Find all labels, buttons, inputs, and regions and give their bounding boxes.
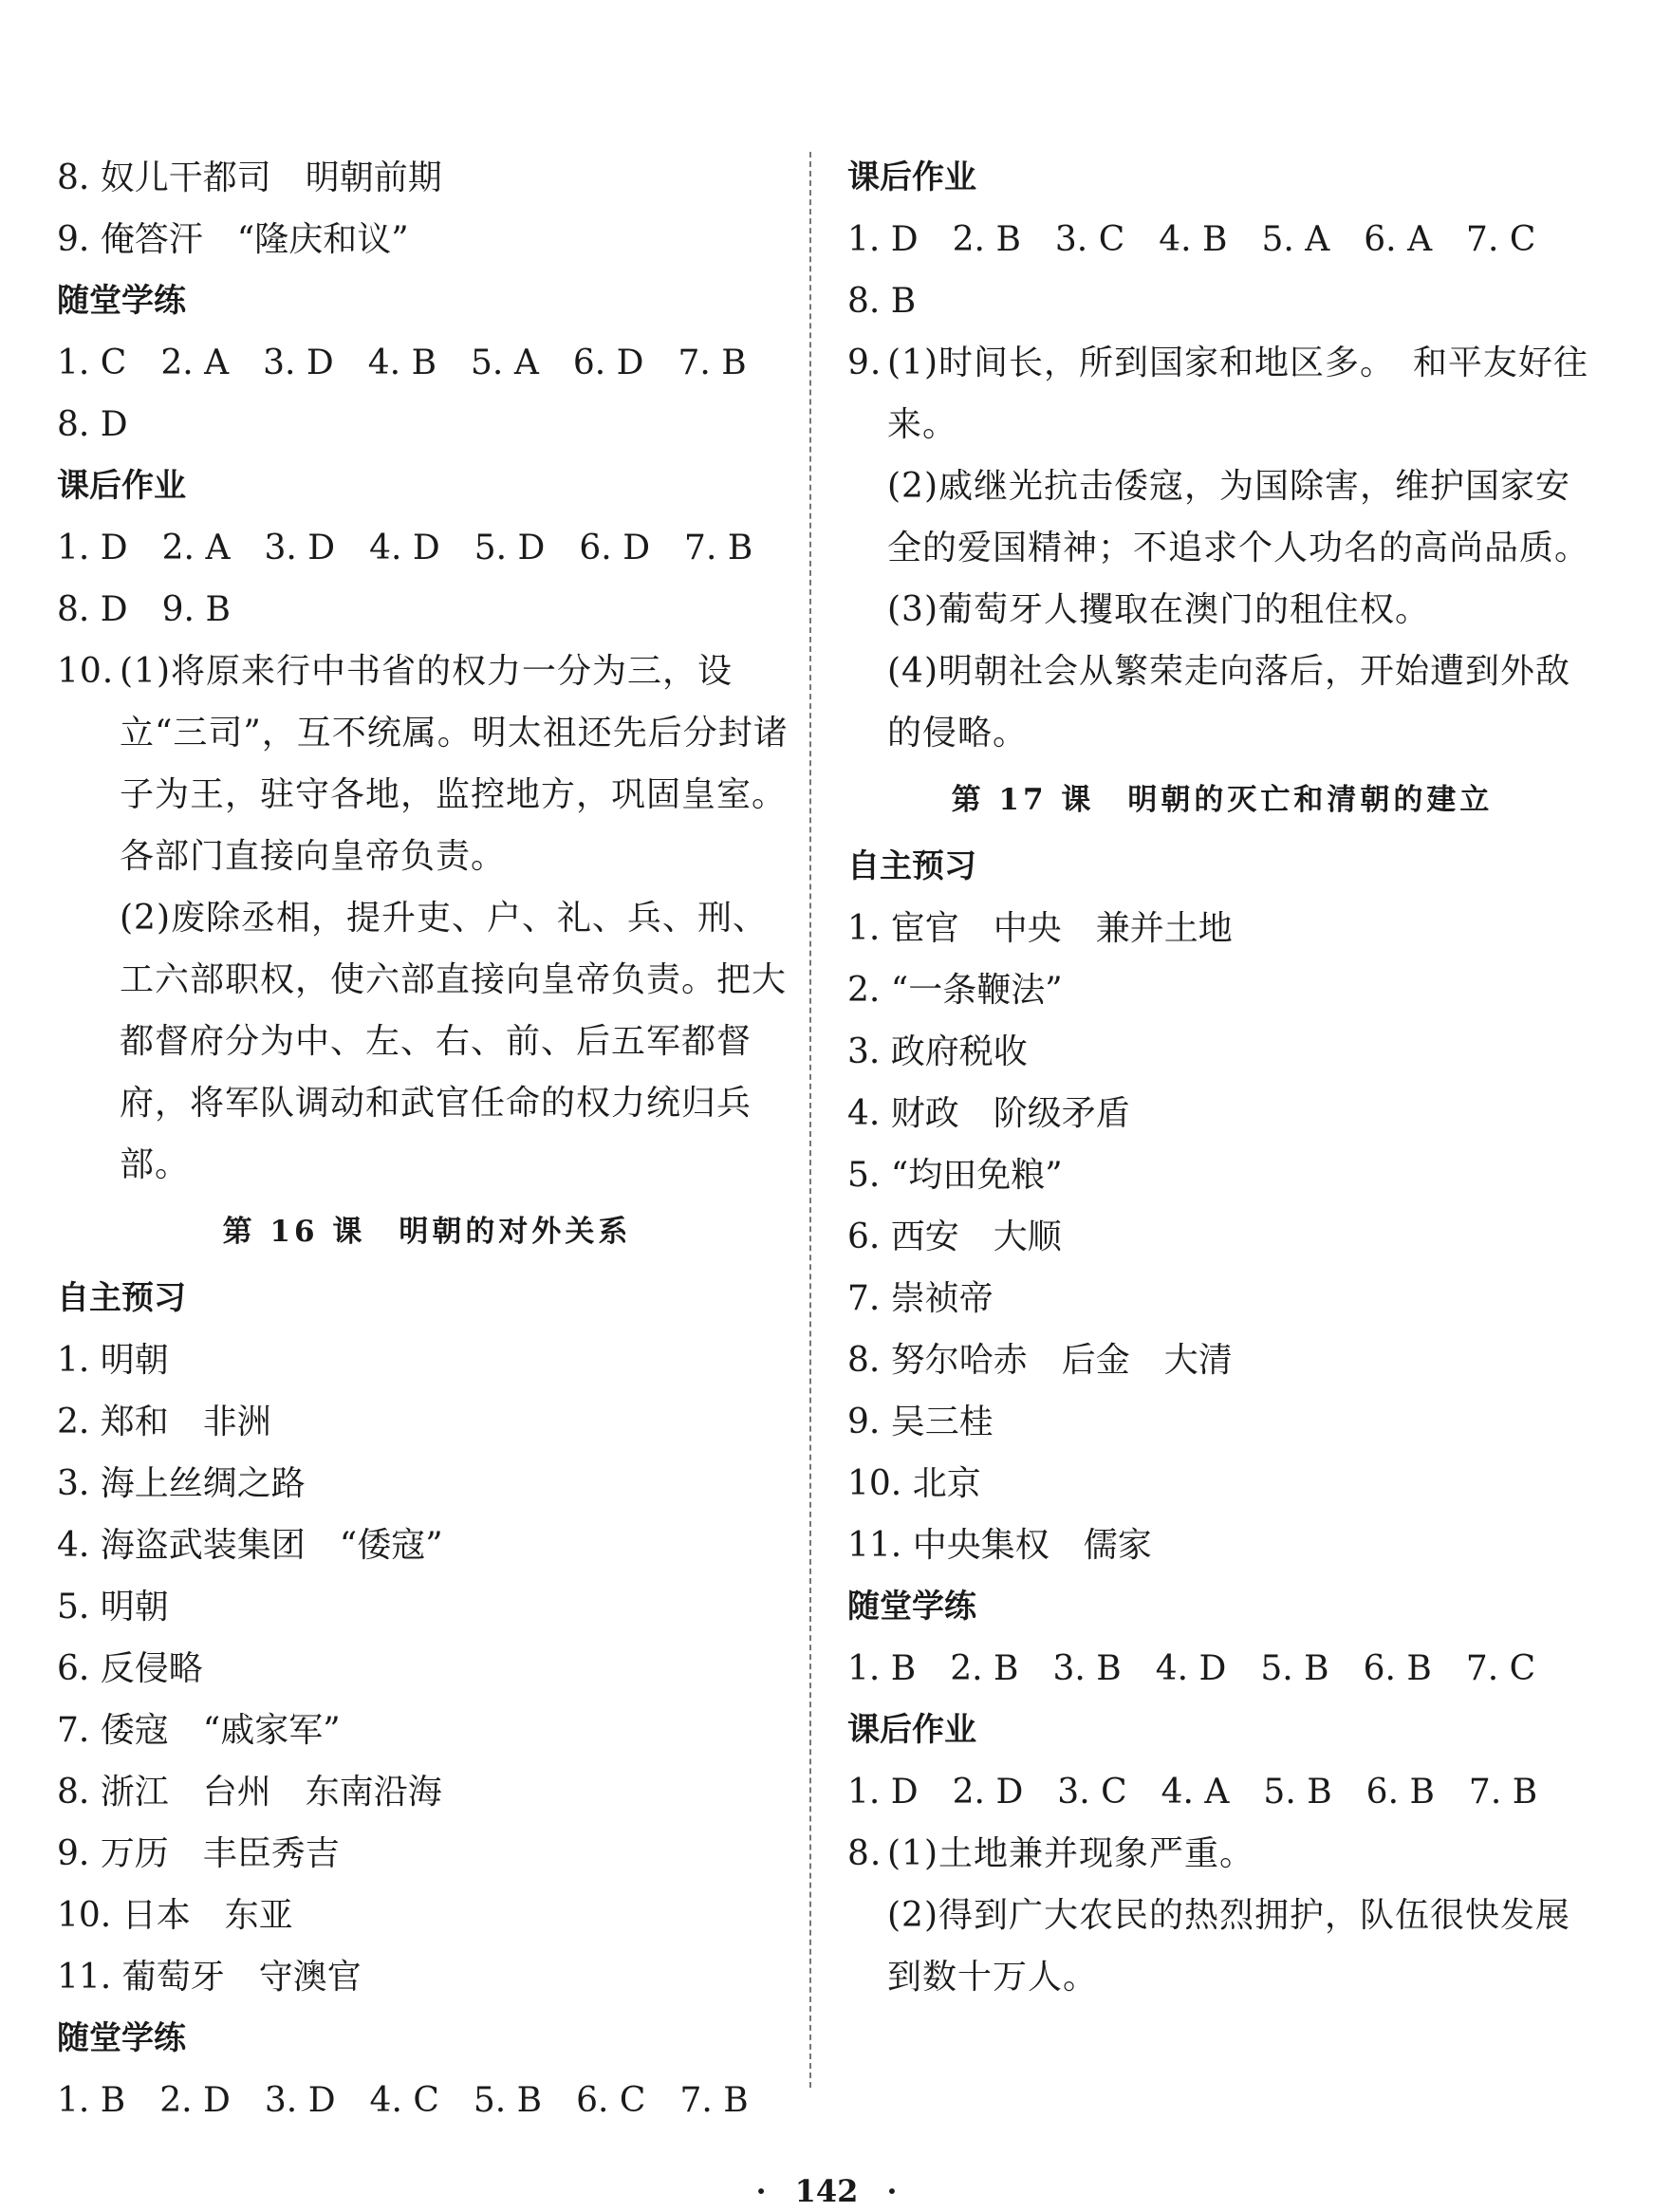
question-number: 9. xyxy=(847,344,882,382)
answer-line: 8. 奴儿干都司 明朝前期 xyxy=(57,158,442,197)
question-10 xyxy=(57,641,797,1196)
section-heading: 课后作业 xyxy=(57,467,186,505)
answer-line: 7. 倭寇 “戚家军” xyxy=(57,1711,341,1750)
answer-line: 8. D 9. B xyxy=(57,590,231,629)
page-number: 142 xyxy=(794,2173,859,2209)
answer-line: 6. 反侵略 xyxy=(57,1649,203,1688)
section-heading: 自主预习 xyxy=(57,1279,186,1317)
section-heading: 课后作业 xyxy=(847,158,976,196)
question-number: 10. xyxy=(57,652,115,691)
section-heading: 随堂学练 xyxy=(847,1588,976,1626)
answer-line: 1. D 2. B 3. C 4. B 5. A 6. A 7. C xyxy=(847,220,1536,259)
answer-line: 2. 郑和 非洲 xyxy=(57,1403,271,1441)
answer-line: 1. B 2. B 3. B 4. D 5. B 6. B 7. C xyxy=(847,1649,1536,1688)
question-8 xyxy=(847,1823,1597,2008)
answer-line: 1. C 2. A 3. D 4. B 5. A 6. D 7. B xyxy=(57,344,747,382)
question-number: 8. xyxy=(847,1834,882,1873)
page-footer xyxy=(0,2173,1653,2209)
answer-line: 5. 明朝 xyxy=(57,1588,169,1626)
section-heading: 课后作业 xyxy=(847,1711,976,1749)
answer-line: 4. 财政 阶级矛盾 xyxy=(847,1094,1130,1133)
answer-paragraph: (1)将原来行中书省的权力一分为三，设立“三司”，互不统属。明太祖还先后分封诸子为王，驻守各地，监控地方，巩固皇室。各部门直接向皇帝负责。 xyxy=(120,652,789,876)
lesson-title: 第 16 课 明朝的对外关系 xyxy=(222,1215,632,1249)
answer-line: 10. 北京 xyxy=(847,1464,981,1503)
answer-paragraph: (1)土地兼并现象严重。 xyxy=(887,1834,1254,1873)
left-column xyxy=(57,147,797,2131)
answer-line: 11. 葡萄牙 守澳官 xyxy=(57,1958,362,1997)
section-heading: 随堂学练 xyxy=(57,2019,186,2057)
answer-paragraph: (2)得到广大农民的热烈拥护，队伍很快发展到数十万人。 xyxy=(887,1896,1570,1997)
answer-paragraph: (2)戚继光抗击倭寇，为国除害，维护国家安全的爱国精神；不追求个人功名的高尚品质。 xyxy=(887,467,1590,567)
right-column xyxy=(847,147,1597,2008)
answer-line: 1. 明朝 xyxy=(57,1341,169,1380)
answer-line: 5. “均田免粮” xyxy=(847,1156,1063,1195)
answer-line: 10. 日本 东亚 xyxy=(57,1896,293,1935)
answer-line: 1. D 2. A 3. D 4. D 5. D 6. D 7. B xyxy=(57,529,753,567)
answer-line: 9. 吴三桂 xyxy=(847,1403,994,1441)
answer-line: 9. 俺答汗 “隆庆和议” xyxy=(57,220,409,259)
bullet-dot: · xyxy=(755,2173,767,2209)
bullet-dot: · xyxy=(886,2173,898,2209)
lesson-title: 第 17 课 明朝的灭亡和清朝的建立 xyxy=(951,783,1494,817)
answer-paragraph: (1)时间长，所到国家和地区多。 和平友好往来。 xyxy=(887,344,1588,444)
answer-line: 1. B 2. D 3. D 4. C 5. B 6. C 7. B xyxy=(57,2081,749,2120)
answer-line: 9. 万历 丰臣秀吉 xyxy=(57,1834,340,1873)
section-heading: 自主预习 xyxy=(847,847,976,885)
answer-line: 8. 努尔哈赤 后金 大清 xyxy=(847,1341,1233,1380)
answer-line: 8. D xyxy=(57,405,128,444)
answer-paragraph: (4)明朝社会从繁荣走向落后，开始遭到外敌的侵略。 xyxy=(887,652,1570,753)
question-9 xyxy=(847,332,1597,764)
answer-line: 1. 宦官 中央 兼并土地 xyxy=(847,909,1233,948)
answer-line: 8. 浙江 台州 东南沿海 xyxy=(57,1773,442,1812)
answer-line: 2. “一条鞭法” xyxy=(847,971,1063,1010)
answer-paragraph: (3)葡萄牙人攫取在澳门的租住权。 xyxy=(887,590,1430,629)
answer-line: 4. 海盗武装集团 “倭寇” xyxy=(57,1526,443,1565)
answer-paragraph: (2)废除丞相，提升吏、户、礼、兵、刑、工六部职权，使六部直接向皇帝负责。把大都督府分为中、左、右、前、后五军都督府，将军队调动和武官任命的权力统归兵部。 xyxy=(120,899,788,1184)
column-divider xyxy=(809,152,811,2088)
answer-line: 3. 海上丝绸之路 xyxy=(57,1464,306,1503)
answer-line: 11. 中央集权 儒家 xyxy=(847,1526,1152,1565)
answer-line: 1. D 2. D 3. C 4. A 5. B 6. B 7. B xyxy=(847,1773,1538,1812)
answer-line: 8. B xyxy=(847,282,917,321)
answer-line: 3. 政府税收 xyxy=(847,1032,1028,1071)
answer-line: 6. 西安 大顺 xyxy=(847,1218,1062,1256)
section-heading: 随堂学练 xyxy=(57,282,186,320)
answer-line: 7. 崇祯帝 xyxy=(847,1279,994,1318)
